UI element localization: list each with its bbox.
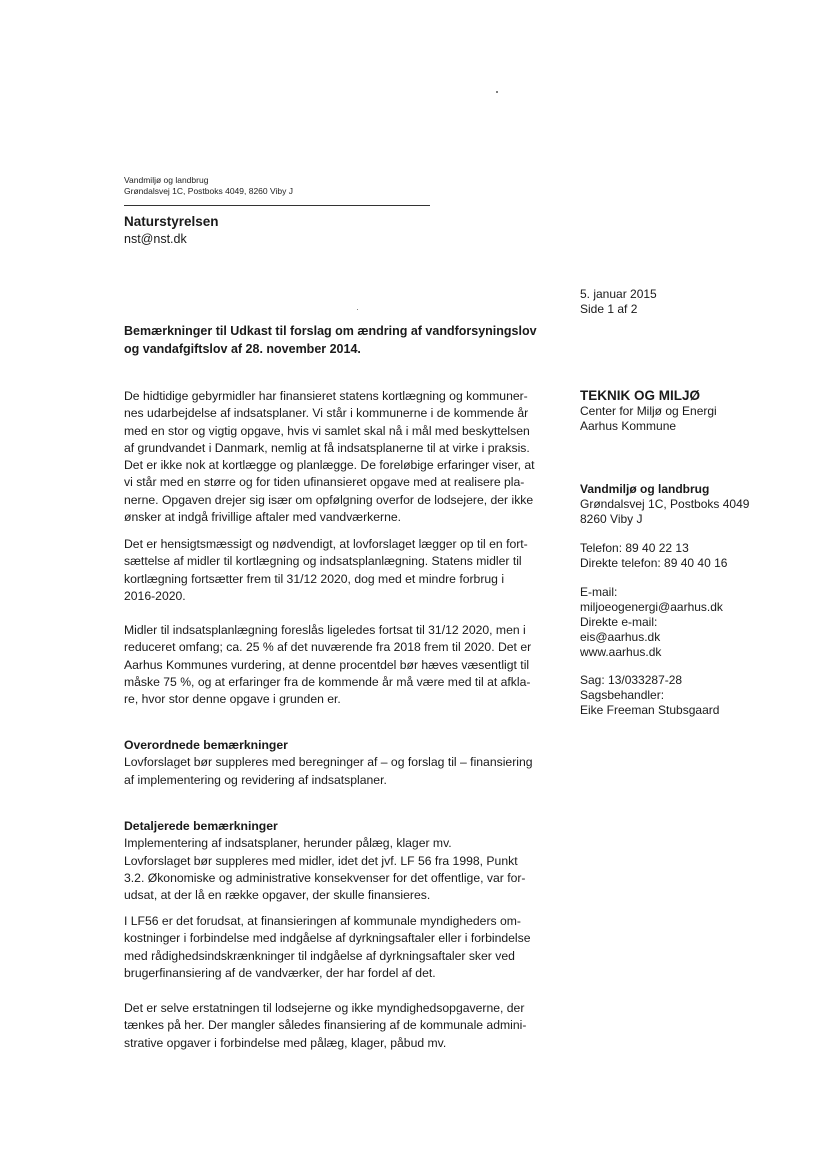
text-line: 2016-2020. — [124, 588, 186, 603]
phone-number: Telefon: 89 40 22 13 — [580, 541, 689, 555]
text-line: kostninger i forbindelse med indgåelse af dyrkningsaftaler eller i forbindelse — [124, 931, 531, 946]
text-line: Lovforslaget bør suppleres med beregninger af – og forslag til – finansiering — [124, 755, 533, 770]
text-line: Det er hensigtsmæssigt og nødvendigt, at lovforslaget lægger op til en fort- — [124, 537, 528, 551]
recipient-name: Naturstyrelsen — [124, 214, 219, 229]
section-general-remarks — [124, 737, 560, 789]
org-center: Center for Miljø og Energi — [580, 404, 717, 418]
direct-email-link[interactable]: eis@aarhus.dk — [580, 630, 661, 644]
text-line: De hidtidige gebyrmidler har finansieret statens kortlægning og kommuner- — [124, 389, 528, 403]
email-link[interactable]: miljoeogenergi@aarhus.dk — [580, 600, 723, 614]
website-link[interactable]: www.aarhus.dk — [580, 645, 662, 659]
text-line: strative opgaver i forbindelse med pålæg, klager, påbud mv. — [124, 1035, 447, 1050]
paragraph-mapping-continuation — [124, 536, 560, 605]
text-line: Implementering af indsatsplaner, herunder pålæg, klager mv. — [124, 836, 452, 851]
sender-block — [124, 175, 293, 197]
email-label: E-mail: — [580, 585, 618, 599]
paragraph-lf56 — [124, 913, 560, 982]
text-line: Det er ikke nok at kortlægge og planlægge. De foreløbige erfaringer viser, at — [124, 458, 535, 473]
subject-line: Bemærkninger til Udkast til forslag om ændring af vandforsyningslov — [124, 324, 537, 338]
text-line: med en stor og vigtig opgave, hvis vi samlet skal nå i mål med beskyttelsen — [124, 423, 530, 438]
text-line: Det er selve erstatningen til lodsejerne og ikke myndighedsopgaverne, der — [124, 1001, 525, 1015]
sidebar-case — [580, 673, 780, 718]
text-line: tænkes på her. Der mangler således finansiering af de kommunale admini- — [124, 1018, 527, 1033]
direct-email-label: Direkte e-mail: — [580, 615, 658, 629]
text-line: med rådighedsindskrænkninger til indgåelse af dyrkningsaftaler sker ved — [124, 948, 515, 963]
section-heading: Overordnede bemærkninger — [124, 738, 288, 752]
sender-department: Vandmiljø og landbrug — [124, 175, 209, 185]
subject-line: og vandafgiftslov af 28. november 2014. — [124, 342, 361, 356]
org-title: TEKNIK OG MILJØ — [580, 388, 701, 403]
sender-divider — [124, 205, 430, 206]
text-line: nerne. Opgaven drejer sig især om opfølgning overfor de lodsejere, der ikke — [124, 492, 534, 507]
case-handler-name: Eike Freeman Stubsgaard — [580, 703, 720, 717]
paragraph-planning-funds — [124, 622, 560, 708]
text-line: sættelse af midler til kortlægning og indsatsplanlægning. Statens midler til — [124, 554, 522, 569]
text-line: nes udarbejdelse af indsatsplaner. Vi står i kommunerne i de kommende år — [124, 406, 529, 421]
scan-speck — [496, 91, 498, 93]
org-municipality: Aarhus Kommune — [580, 419, 677, 433]
recipient-block — [124, 213, 219, 248]
text-line: måske 75 %, og at erfaringer fra de kommende år må være med til at afkla- — [124, 674, 531, 689]
dept-postcode: 8260 Viby J — [580, 512, 643, 526]
text-line: af grundvandet i Danmark, nemlig at få indsatsplanerne til at virke i praksis. — [124, 440, 530, 455]
direct-phone-number: Direkte telefon: 89 40 40 16 — [580, 556, 728, 570]
letter-subject — [124, 322, 564, 358]
text-line: vi står med en større og for tiden ufinansieret opgave med at realisere pla- — [124, 475, 525, 490]
text-line: reduceret omfang; ca. 25 % af det nuværende fra 2018 frem til 2020. Det er — [124, 640, 532, 655]
case-handler-label: Sagsbehandler: — [580, 688, 665, 702]
text-line: Lovforslaget bør suppleres med midler, idet det jvf. LF 56 fra 1998, Punkt — [124, 853, 518, 868]
sidebar-phone — [580, 541, 780, 571]
text-line: udsat, at der lå en række opgaver, der skulle finansieres. — [124, 888, 431, 903]
dept-address: Grøndalsvej 1C, Postboks 4049 — [580, 497, 750, 511]
text-line: Aarhus Kommunes vurdering, at denne procentdel bør hæves væsentligt til — [124, 657, 530, 672]
text-line: I LF56 er det forudsat, at finansieringen af kommunale myndigheders om- — [124, 914, 521, 928]
text-line: brugerfinansiering af de vandværker, der har fordel af det. — [124, 965, 436, 980]
paragraph-compensation — [124, 1000, 560, 1052]
sidebar-contact — [580, 585, 780, 660]
sidebar-department — [580, 482, 780, 527]
recipient-email: nst@nst.dk — [124, 232, 187, 246]
section-detailed-remarks — [124, 818, 560, 904]
scan-speck — [357, 309, 358, 310]
page-indicator: Side 1 af 2 — [580, 302, 638, 316]
text-line: 3.2. Økonomiske og administrative konsekvenser for det offentlige, var for- — [124, 870, 526, 885]
paragraph-funding-history — [124, 388, 560, 526]
letter-date: 5. januar 2015 — [580, 287, 657, 301]
case-number: Sag: 13/033287-28 — [580, 673, 683, 687]
sender-address: Grøndalsvej 1C, Postboks 4049, 8260 Viby J — [124, 186, 293, 196]
letter-meta — [580, 287, 657, 317]
section-heading: Detaljerede bemærkninger — [124, 819, 278, 833]
text-line: Midler til indsatsplanlægning foreslås ligeledes fortsat til 31/12 2020, men i — [124, 623, 526, 637]
text-line: af implementering og revidering af indsatsplaner. — [124, 772, 387, 787]
dept-name: Vandmiljø og landbrug — [580, 482, 710, 496]
text-line: re, hvor stor denne opgave i grunden er. — [124, 692, 341, 707]
text-line: kortlægning fortsætter frem til 31/12 2020, dog med et mindre forbrug i — [124, 571, 505, 586]
sidebar-organisation — [580, 387, 780, 434]
text-line: ønsker at indgå frivillige aftaler med vandværkerne. — [124, 510, 402, 525]
